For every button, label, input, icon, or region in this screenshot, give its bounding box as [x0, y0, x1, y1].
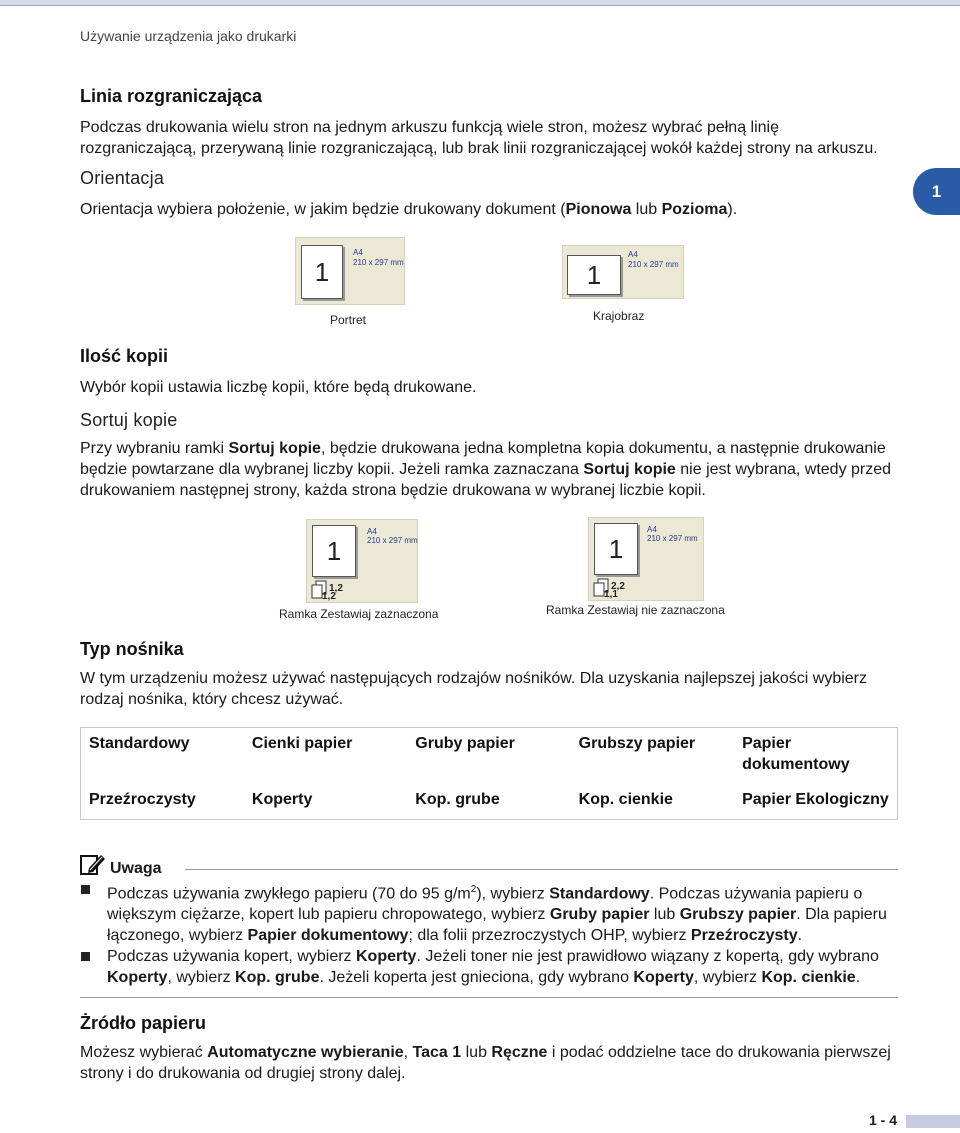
table-row	[81, 784, 898, 820]
table-cell: Gruby papier	[415, 735, 515, 752]
copies-text: Wybór kopii ustawia liczbę kopii, które będą drukowane.	[80, 379, 477, 396]
table-cell: Koperty	[251, 791, 313, 808]
collate-order-top: 1,2	[329, 583, 343, 594]
portrait-sheet: 1	[301, 245, 343, 299]
border-line-text: Podczas drukowania wielu stron na jednym arkuszu funkcją wiele stron, możesz wybrać pełną linię rozgraniczającą, przerywaną linie rozgraniczającą, lub brak linii rozgraniczającej wokół każdej strony na arkuszu.	[80, 119, 878, 157]
collate-off-sheet: 1	[594, 523, 638, 575]
note-pencil-icon	[79, 852, 107, 878]
paper-dims: 210 x 297 mm	[353, 258, 404, 267]
paper-dims: 210 x 297 mm	[367, 536, 418, 545]
paper-source-text: Możesz wybierać Automatyczne wybieranie, Taca 1 lub Ręczne i podać oddzielne tace do drukowania pierwszej strony i do drukowania od drugiej strony dalej.	[80, 1044, 891, 1082]
landscape-figure	[562, 245, 684, 299]
section-title-copies: Ilość kopii	[80, 346, 169, 366]
collate-text: Przy wybraniu ramki Sortuj kopie, będzie drukowana jedna kompletna kopia dokumentu, a następnie drukowanie będzie powtarzane dla wybranej liczby kopii. Jeżeli ramka zaznaczana Sortuj kopie nie jest wybrana, wtedy przed drukowaniem następnej strony, każda strona będzie drukowana w wybranej liczbie kopii.	[80, 440, 892, 499]
table-cell: Papier Ekologiczny	[742, 791, 889, 808]
footer-bar	[906, 1115, 960, 1128]
collate-on-figure	[306, 519, 418, 603]
collate-order-top: 2,2	[611, 581, 625, 592]
chapter-tab: 1	[913, 168, 960, 215]
caption-collate-on: Ramka Zestawiaj zaznaczona	[279, 607, 439, 621]
bullet	[81, 885, 90, 894]
paper-size: A4	[628, 250, 638, 259]
table-cell: Standardowy	[89, 735, 190, 752]
caption-collate-off: Ramka Zestawiaj nie zaznaczona	[546, 603, 725, 617]
running-header: Używanie urządzenia jako drukarki	[80, 28, 297, 44]
note-item-2: Podczas używania kopert, wybierz Koperty. Jeżeli toner nie jest prawidłowo wiązany z kopertą, gdy wybrano Koperty, wybierz Kop. grube. Jeżeli koperta jest gnieciona, gdy wybrano Koperty, wybierz Kop. cienkie.	[107, 948, 879, 986]
section-title-border-line: Linia rozgraniczająca	[80, 86, 263, 106]
table-cell: Kop. cienkie	[578, 791, 673, 808]
portrait-figure	[295, 237, 405, 305]
table-cell: Cienki papier	[251, 735, 353, 752]
section-title-media: Typ nośnika	[80, 639, 184, 659]
note-rule	[185, 869, 898, 870]
paper-dims: 210 x 297 mm	[647, 534, 698, 543]
paper-size: A4	[353, 248, 363, 257]
section-title-orientation: Orientacja	[80, 168, 165, 188]
collate-order-bottom: 1,2	[322, 591, 336, 602]
collate-order-bottom: 1,1	[604, 589, 618, 600]
orientation-text: Orientacja wybiera położenie, w jakim będzie drukowany dokument (Pionowa lub Pozioma).	[80, 201, 738, 218]
media-type-table	[80, 727, 898, 820]
paper-dims: 210 x 297 mm	[628, 260, 679, 269]
table-cell: Kop. grube	[415, 791, 500, 808]
note-item-1: Podczas używania zwykłego papieru (70 do 95 $g/m^2$), wybierz Standardowy. Podczas używania papieru o większym ciężarze, kopert lub papieru chropowatego, wybierz Gruby papier lub Grubszy papier. Dla papieru łączonego, wybierz Papier dokumentowy; dla folii przezroczystych OHP, wybierz Przeźroczysty.	[107, 884, 887, 945]
page-number: 1 - 4	[869, 1112, 898, 1128]
table-cell: Grubszy papier	[578, 735, 696, 752]
collate-off-figure	[588, 517, 704, 601]
caption-portrait: Portret	[330, 313, 367, 327]
landscape-sheet: 1	[567, 255, 621, 295]
top-rule	[0, 0, 960, 6]
section-title-collate: Sortuj kopie	[80, 410, 178, 430]
table-row	[81, 728, 898, 785]
caption-landscape: Krajobraz	[593, 309, 645, 323]
table-cell: Przeźroczysty	[89, 791, 196, 808]
media-text: W tym urządzeniu możesz używać następujących rodzajów nośników. Dla uzyskania najlepszej jakości wybierz rodzaj nośnika, który chcesz używać.	[80, 670, 868, 708]
paper-size: A4	[367, 527, 377, 536]
note-end-rule	[80, 997, 898, 998]
bullet	[81, 952, 90, 961]
paper-size: A4	[647, 525, 657, 534]
section-title-paper-source: Żródło papieru	[80, 1013, 206, 1033]
table-cell: Papier dokumentowy	[742, 735, 850, 773]
note-label: Uwaga	[110, 860, 162, 877]
collate-on-sheet: 1	[312, 525, 356, 577]
